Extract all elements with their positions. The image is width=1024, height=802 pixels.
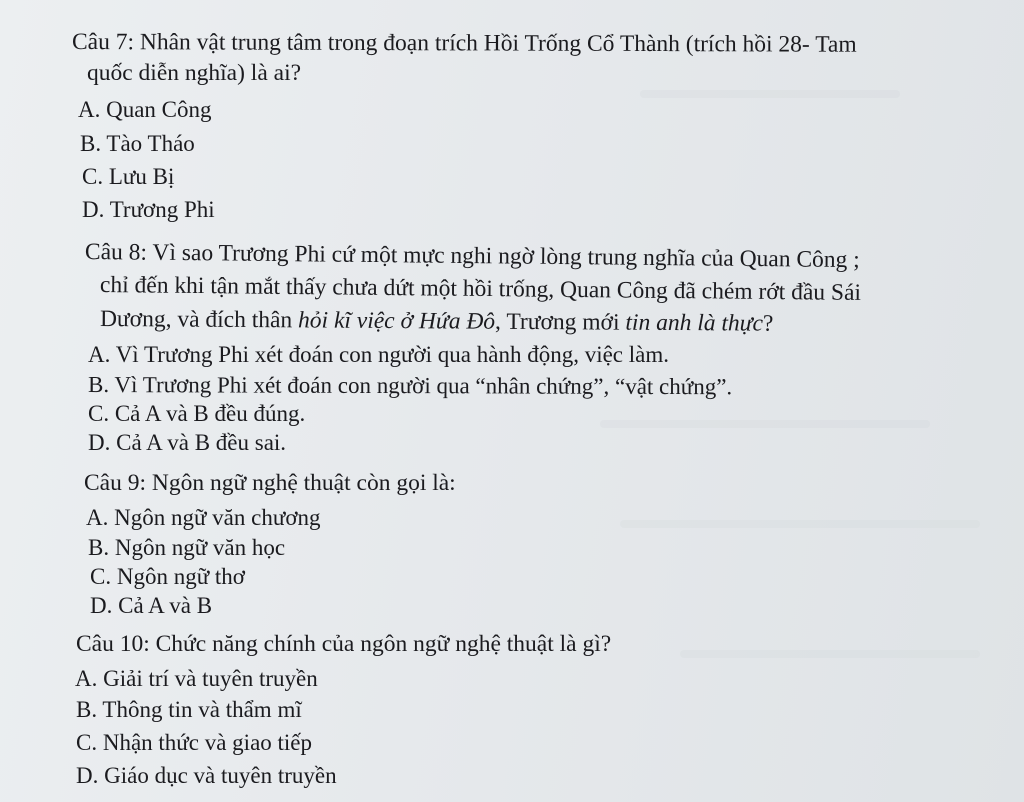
- question-8-italic-phrase: tin anh là thực: [625, 309, 764, 337]
- question-9-option: B. Ngôn ngữ văn học: [88, 535, 286, 560]
- question-9-text: Câu 9: Ngôn ngữ nghệ thuật còn gọi là:: [84, 470, 456, 496]
- question-8-text-segment: , Trương mới: [495, 308, 626, 336]
- question-8-text: Câu 8: Vì sao Trương Phi cứ một mực nghi ngờ lòng trung nghĩa của Quan Công ;: [84, 239, 860, 274]
- question-7-text: quốc diễn nghĩa) là ai?: [87, 60, 302, 86]
- question-9-option: D. Cả A và B: [90, 593, 213, 618]
- bleed-through-mark: [680, 650, 980, 658]
- question-7-option: D. Trương Phi: [82, 197, 215, 222]
- question-8-option: B. Vì Trương Phi xét đoán con người qua “nhân chứng”, “vật chứng”.: [87, 372, 733, 400]
- question-10-option: D. Giáo dục và tuyên truyền: [76, 763, 337, 788]
- bleed-through-mark: [620, 520, 980, 528]
- question-8-option: C. Cả A và B đều đúng.: [88, 401, 306, 426]
- question-8-text: chỉ đến khi tận mắt thấy chưa dứt một hồi trống, Quan Công đã chém rớt đầu Sái: [99, 272, 862, 306]
- question-8-option: D. Cả A và B đều sai.: [88, 430, 287, 455]
- bleed-through-mark: [640, 90, 900, 98]
- question-8-text-segment: Dương, và đích thân: [99, 306, 299, 334]
- question-10-option: C. Nhận thức và giao tiếp: [76, 730, 313, 755]
- question-7-option: C. Lưu Bị: [82, 164, 175, 189]
- bleed-through-mark: [600, 420, 930, 428]
- question-10-option: B. Thông tin và thẩm mĩ: [76, 697, 302, 722]
- question-8-text-segment: ?: [762, 310, 774, 337]
- question-9-option: C. Ngôn ngữ thơ: [90, 564, 245, 589]
- question-7-option: B. Tào Tháo: [80, 131, 195, 156]
- question-10-option: A. Giải trí và tuyên truyền: [75, 666, 318, 691]
- question-8-option: A. Vì Trương Phi xét đoán con người qua hành động, việc làm.: [88, 342, 669, 367]
- question-9-option: A. Ngôn ngữ văn chương: [86, 505, 321, 530]
- question-8-italic-phrase: hỏi kĩ việc ở Hứa Đô: [298, 307, 496, 335]
- question-10-text: Câu 10: Chức năng chính của ngôn ngữ nghệ thuật là gì?: [76, 631, 612, 657]
- question-7-text: Câu 7: Nhân vật trung tâm trong đoạn trích Hồi Trống Cổ Thành (trích hồi 28- Tam: [71, 29, 857, 58]
- question-8-text-line-3: [100, 305, 774, 338]
- question-7-option: A. Quan Công: [78, 97, 212, 122]
